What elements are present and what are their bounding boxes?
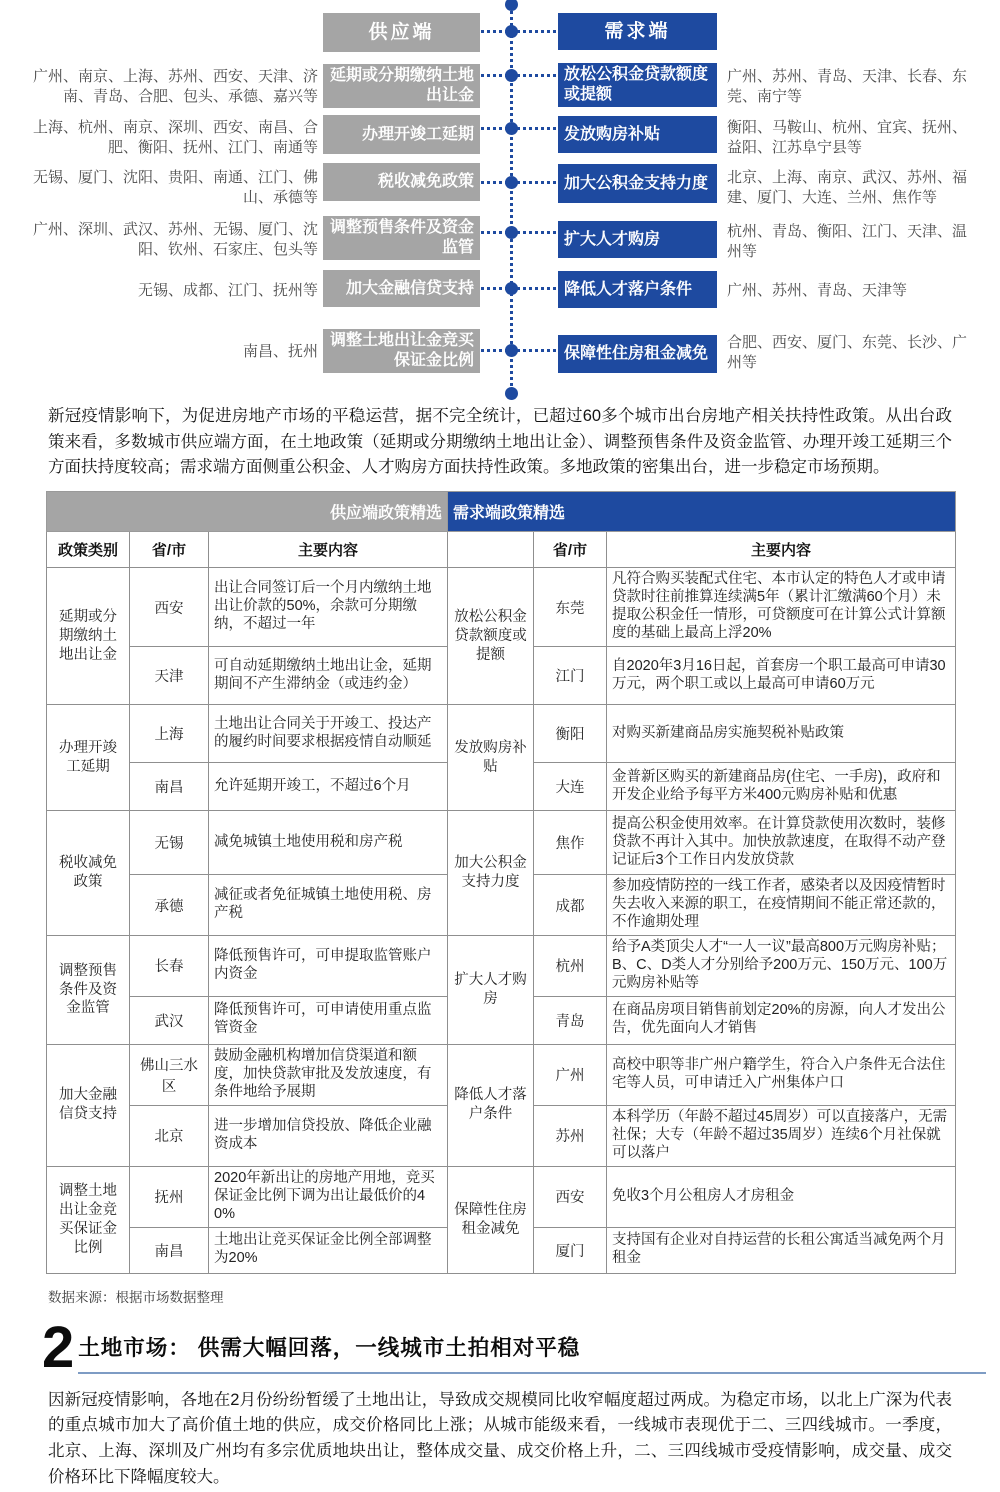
section-title-block bbox=[78, 1324, 986, 1374]
node-dot bbox=[505, 282, 518, 295]
section-underline bbox=[78, 1372, 986, 1374]
content-cell: 进一步增加信贷投放、降低企业融资成本 bbox=[209, 1105, 448, 1166]
supply-policy-box: 加大金融信贷支持 bbox=[323, 270, 480, 307]
content-cell: 给予A类顶尖人才“一人一议”最高800万元购房补贴；B、C、D类人才分别给予200万元、150万元、100万元购房补贴等 bbox=[607, 935, 956, 996]
demand-cities-list: 北京、上海、南京、武汉、苏州、福建、厦门、大连、兰州、焦作等 bbox=[727, 169, 968, 206]
node-dot bbox=[505, 69, 518, 82]
demand-policy-box: 降低人才落户条件 bbox=[558, 271, 717, 308]
supply-header-label: 供应端 bbox=[368, 21, 435, 43]
content-cell: 降低预售许可，可申提取监管账户内资金 bbox=[209, 935, 448, 996]
city-cell: 广州 bbox=[534, 1044, 607, 1105]
supply-policy-box: 税收减免政策 bbox=[323, 163, 480, 201]
connector-line bbox=[476, 349, 562, 352]
city-cell: 大连 bbox=[534, 763, 607, 811]
table-row bbox=[47, 705, 956, 763]
table-row bbox=[47, 568, 956, 647]
node-dot bbox=[505, 176, 518, 189]
table-row bbox=[47, 1044, 956, 1105]
content-cell: 允许延期开竣工，不超过6个月 bbox=[209, 763, 448, 811]
content-cell: 2020年新出让的房地产用地，竞买保证金比例下调为出让最低价的40% bbox=[209, 1166, 448, 1227]
col-header-mid bbox=[448, 532, 534, 568]
demand-cities-list: 杭州、青岛、衡阳、江门、天津、温州等 bbox=[727, 223, 968, 260]
city-cell: 衡阳 bbox=[534, 705, 607, 763]
demand-policy-box: 发放购房补贴 bbox=[558, 116, 717, 153]
city-cell: 青岛 bbox=[534, 996, 607, 1044]
table-banner-row bbox=[47, 492, 956, 532]
city-cell: 成都 bbox=[534, 875, 607, 936]
section-heading bbox=[42, 1314, 986, 1380]
supply-cities-list: 广州、南京、上海、苏州、西安、天津、济南、青岛、合肥、包头、承德、嘉兴等 bbox=[32, 68, 318, 105]
city-cell: 南昌 bbox=[130, 763, 209, 811]
node-dot bbox=[505, 25, 518, 38]
city-cell: 北京 bbox=[130, 1105, 209, 1166]
supply-category-cell: 税收减免政策 bbox=[47, 811, 130, 936]
connector-line bbox=[476, 181, 562, 184]
connector-line bbox=[476, 231, 562, 234]
connector-line bbox=[476, 74, 562, 77]
city-cell: 承德 bbox=[130, 875, 209, 936]
supply-category-cell: 调整预售条件及资金监管 bbox=[47, 935, 130, 1044]
content-cell: 本科学历（年龄不超过45周岁）可以直接落户，无需社保；大专（年龄不超过35周岁）连续6个月社保就可以落户 bbox=[607, 1105, 956, 1166]
node-dot bbox=[505, 387, 518, 400]
supply-cities-list: 无锡、厦门、沈阳、贵阳、南通、江门、佛山、承德等 bbox=[32, 169, 318, 206]
content-cell: 支持国有企业对自持运营的长租公寓适当减免两个月租金 bbox=[607, 1227, 956, 1273]
policy-table bbox=[46, 491, 956, 1273]
city-cell: 厦门 bbox=[534, 1227, 607, 1273]
demand-banner: 需求端政策精选 bbox=[448, 492, 956, 532]
supply-category-cell: 办理开竣工延期 bbox=[47, 705, 130, 811]
content-cell: 金普新区购买的新建商品房(住宅、一手房)，政府和开发企业给予每平方米400元购房补贴和优惠 bbox=[607, 763, 956, 811]
demand-category-cell: 发放购房补贴 bbox=[448, 705, 534, 811]
supply-policy-box: 办理开竣工延期 bbox=[323, 115, 480, 154]
content-cell: 出让合同签订后一个月内缴纳土地出让价款的50%，余款可分期缴纳，不超过一年 bbox=[209, 568, 448, 647]
content-cell: 免收3个月公租房人才房租金 bbox=[607, 1166, 956, 1227]
city-cell: 江门 bbox=[534, 647, 607, 705]
demand-cities-list: 广州、苏州、青岛、天津等 bbox=[727, 282, 908, 299]
city-cell: 长春 bbox=[130, 935, 209, 996]
content-cell: 降低预售许可，可申请使用重点监管资金 bbox=[209, 996, 448, 1044]
content-cell: 高校中职等非广州户籍学生，符合入户条件无合法住宅等人员，可申请迁入广州集体户口 bbox=[607, 1044, 956, 1105]
supply-cities-list: 上海、杭州、南京、深圳、西安、南昌、合肥、衡阳、抚州、江门、南通等 bbox=[32, 119, 318, 156]
city-cell: 苏州 bbox=[534, 1105, 607, 1166]
supply-policy-box: 调整土地出让金竞买保证金比例 bbox=[323, 329, 480, 373]
content-cell: 自2020年3月16日起，首套房一个职工最高可申请30万元，两个职工或以上最高可申请60万元 bbox=[607, 647, 956, 705]
table-row bbox=[47, 1166, 956, 1227]
demand-cities-list: 衡阳、马鞍山、杭州、宜宾、抚州、益阳、江苏阜宁县等 bbox=[727, 119, 968, 156]
supply-banner: 供应端政策精选 bbox=[47, 492, 448, 532]
supply-category-cell: 延期或分期缴纳土地出让金 bbox=[47, 568, 130, 705]
supply-cities-list: 无锡、成都、江门、抚州等 bbox=[137, 282, 318, 299]
source-note: 数据来源：根据市场数据整理 bbox=[48, 1289, 224, 1305]
node-dot bbox=[505, 226, 518, 239]
city-cell: 西安 bbox=[130, 568, 209, 647]
demand-policy-box: 加大公积金支持力度 bbox=[558, 164, 717, 203]
supply-policy-box: 延期或分期缴纳土地出让金 bbox=[323, 64, 480, 108]
city-cell: 天津 bbox=[130, 647, 209, 705]
demand-category-cell: 降低人才落户条件 bbox=[448, 1044, 534, 1166]
node-dot bbox=[505, 344, 518, 357]
content-cell: 凡符合购买装配式住宅、本市认定的特色人才或申请贷款时往前推算连续满5年（累计汇缴满60个月）未提取公积金任一情形，可贷额度可在计算公式计算额度的基础上最高上浮20% bbox=[607, 568, 956, 647]
section-title: 土地市场： 供需大幅回落，一线城市土拍相对平稳 bbox=[78, 1335, 581, 1360]
closing-paragraph: 因新冠疫情影响，各地在2月份纷纷暂缓了土地出让，导致成交规模同比收窄幅度超过两成。为稳定市场，以北上广深为代表的重点城市加大了高价值土地的供应，成交价格同比上涨；从城市能级来看，一线城市表现优于二、三四线城市。一季度，北京、上海、深圳及广州均有多宗优质地块出让，整体成交量、成交价格上升，二、三四线城市受疫情影响，成交量、成交价格环比下降幅度较大。 bbox=[48, 1390, 952, 1486]
node-dot bbox=[505, 122, 518, 135]
supply-category-cell: 加大金融信贷支持 bbox=[47, 1044, 130, 1166]
connector-line bbox=[476, 127, 562, 130]
policy-diagram bbox=[0, 0, 1000, 398]
demand-category-cell: 加大公积金支持力度 bbox=[448, 811, 534, 936]
demand-cities-list: 广州、苏州、青岛、天津、长春、东莞、南宁等 bbox=[727, 68, 968, 105]
supply-cities-list: 广州、深圳、武汉、苏州、无锡、厦门、沈阳、钦州、石家庄、包头等 bbox=[32, 221, 318, 258]
content-cell: 提高公积金使用效率。在计算贷款使用次数时，装修贷款不再计入其中。加快放款速度，在取得不动产登记证后3个工作日内发放贷款 bbox=[607, 811, 956, 875]
city-cell: 杭州 bbox=[534, 935, 607, 996]
demand-category-cell: 放松公积金贷款额度或提额 bbox=[448, 568, 534, 705]
demand-category-cell: 保障性住房租金减免 bbox=[448, 1166, 534, 1273]
city-cell: 西安 bbox=[534, 1166, 607, 1227]
content-cell: 减征或者免征城镇土地使用税、房产税 bbox=[209, 875, 448, 936]
content-cell: 参加疫情防控的一线工作者，感染者以及因疫情暂时失去收入来源的职工，在疫情期间不能正常还款的，不作逾期处理 bbox=[607, 875, 956, 936]
col-header-content: 主要内容 bbox=[209, 532, 448, 568]
section-number: 2 bbox=[42, 1314, 73, 1380]
node-dot bbox=[505, 0, 518, 11]
intro-paragraph: 新冠疫情影响下，为促进房地产市场的平稳运营，据不完全统计，已超过60多个城市出台房地产相关扶持性政策。从出台政策来看，多数城市供应端方面，在土地政策（延期或分期缴纳土地出让金）、调整预售条件及资金监管、办理开竣工延期三个方面扶持度较高；需求端方面侧重公积金、人才购房方面扶持性政策。多地政策的密集出台，进一步稳定市场预期。 bbox=[48, 407, 952, 477]
content-cell: 可自动延期缴纳土地出让金，延期期间不产生滞纳金（或违约金） bbox=[209, 647, 448, 705]
col-header-city: 省/市 bbox=[534, 532, 607, 568]
demand-cities-list: 合肥、西安、厦门、东莞、长沙、广州等 bbox=[727, 334, 968, 371]
table-row bbox=[47, 935, 956, 996]
city-cell: 武汉 bbox=[130, 996, 209, 1044]
demand-policy-box: 放松公积金贷款额度或提额 bbox=[558, 63, 717, 107]
content-cell: 土地出让竞买保证金比例全部调整为20% bbox=[209, 1227, 448, 1273]
col-header-city: 省/市 bbox=[130, 532, 209, 568]
city-cell: 上海 bbox=[130, 705, 209, 763]
content-cell: 土地出让合同关于开竣工、投达产的履约时间要求根据疫情自动顺延 bbox=[209, 705, 448, 763]
table-header-row bbox=[47, 532, 956, 568]
col-header-category: 政策类别 bbox=[47, 532, 130, 568]
city-cell: 佛山三水区 bbox=[130, 1044, 209, 1105]
demand-header-label: 需求端 bbox=[604, 20, 671, 42]
supply-policy-box: 调整预售条件及资金监管 bbox=[323, 216, 480, 260]
content-cell: 在商品房项目销售前划定20%的房源，向人才发出公告，优先面向人才销售 bbox=[607, 996, 956, 1044]
content-cell: 鼓励金融机构增加信贷渠道和额度，加快贷款审批及发放速度，有条件地给予展期 bbox=[209, 1044, 448, 1105]
content-cell: 减免城镇土地使用税和房产税 bbox=[209, 811, 448, 875]
connector-line bbox=[476, 30, 562, 33]
table-row bbox=[47, 811, 956, 875]
city-cell: 东莞 bbox=[534, 568, 607, 647]
city-cell: 抚州 bbox=[130, 1166, 209, 1227]
city-cell: 南昌 bbox=[130, 1227, 209, 1273]
connector-line bbox=[476, 287, 562, 290]
demand-header-box bbox=[558, 13, 717, 50]
city-cell: 无锡 bbox=[130, 811, 209, 875]
supply-category-cell: 调整土地出让金竞买保证金比例 bbox=[47, 1166, 130, 1273]
col-header-content: 主要内容 bbox=[607, 532, 956, 568]
demand-policy-box: 保障性住房租金减免 bbox=[558, 335, 717, 373]
supply-header-box bbox=[323, 13, 480, 52]
demand-policy-box: 扩大人才购房 bbox=[558, 221, 717, 258]
center-dotted-line bbox=[510, 0, 513, 398]
demand-category-cell: 扩大人才购房 bbox=[448, 935, 534, 1044]
city-cell: 焦作 bbox=[534, 811, 607, 875]
content-cell: 对购买新建商品房实施契税补贴政策 bbox=[607, 705, 956, 763]
supply-cities-list: 南昌、抚州 bbox=[242, 343, 318, 360]
